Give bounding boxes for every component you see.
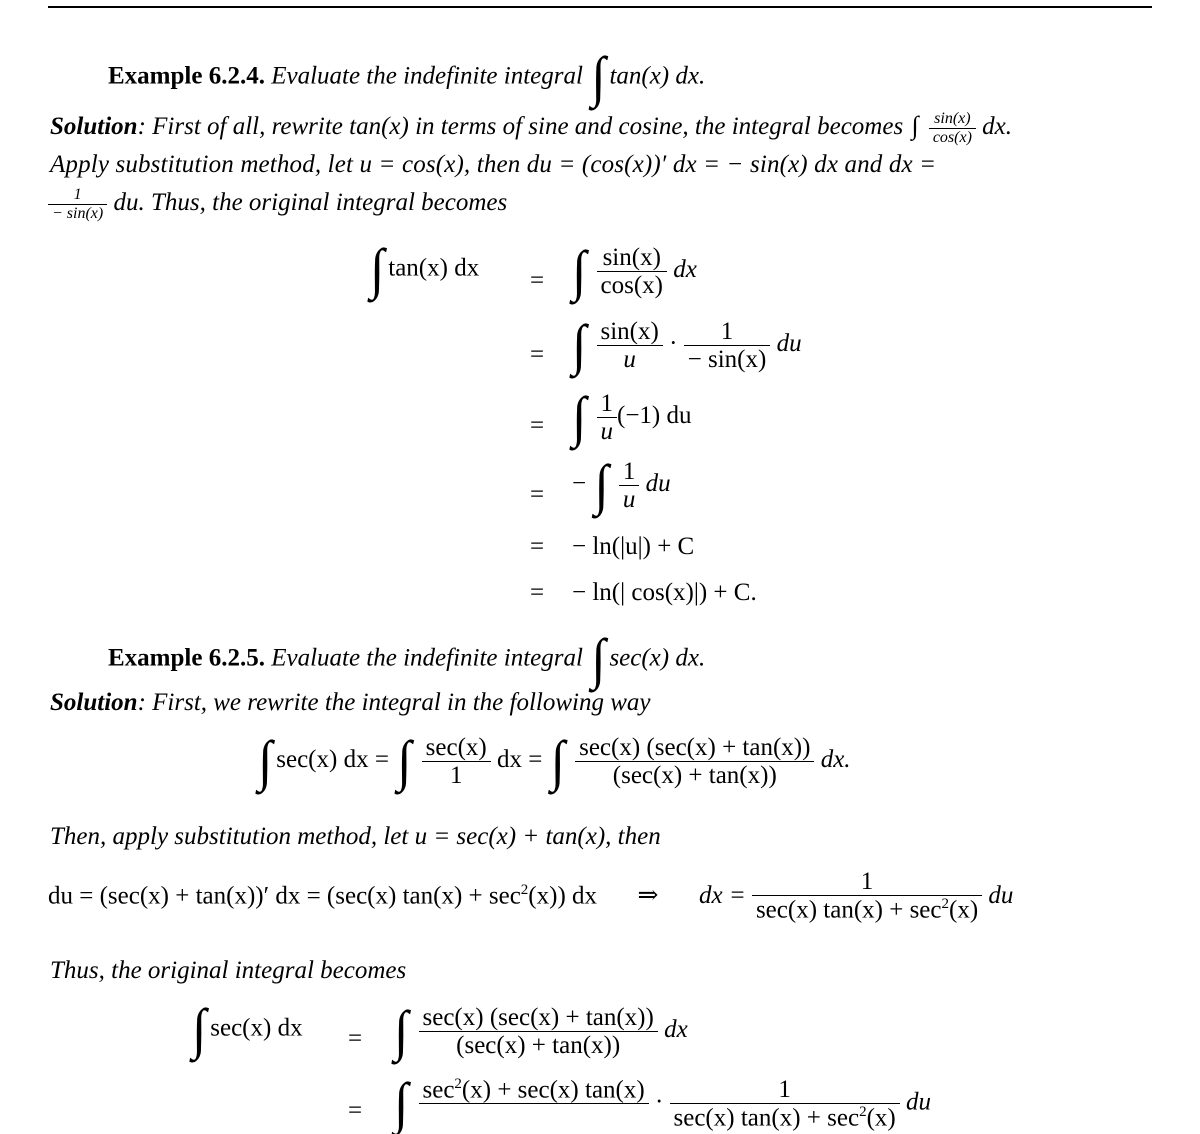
solution-line-2: [50, 824, 661, 849]
final-derivation-lhs: [190, 998, 303, 1061]
integral-sign: ∫: [572, 314, 587, 376]
solution-label: Solution: [50, 113, 138, 141]
derivation-eq-4: [530, 482, 544, 507]
fraction-denominator: [670, 1104, 900, 1131]
fraction-numerator: sin(x): [597, 244, 667, 272]
differential: du: [988, 882, 1014, 910]
equals-sign: =: [530, 533, 545, 560]
top-rule: [48, 6, 1152, 8]
fraction-denominator: [419, 1104, 649, 1131]
lhs-expression: sec(x) dx =: [276, 746, 389, 774]
differential: dx: [664, 1016, 688, 1044]
denominator-part: sec(x) tan(x) + sec: [755, 896, 942, 924]
fraction-numerator: sin(x): [597, 318, 663, 346]
expression-tail: (−1) du: [617, 402, 692, 430]
fraction-numerator: 1: [684, 318, 771, 346]
integral-sign: ∫: [591, 628, 606, 691]
solution-text: du. Thus, the original integral becomes: [113, 189, 508, 217]
fraction: [752, 868, 982, 923]
lhs-expression: sec(x) dx: [210, 1014, 303, 1042]
denominator-part: sec(x) tan(x) + sec: [673, 1104, 860, 1132]
fraction-numerator: [419, 1076, 649, 1104]
inline-fraction: [48, 186, 107, 223]
derivation-rhs-3: [570, 386, 692, 448]
lhs-expression: tan(x) dx: [388, 254, 480, 282]
final-derivation-eq-2: [348, 1098, 362, 1123]
integral-sign: ∫: [258, 730, 273, 792]
fraction-denominator: [752, 896, 982, 923]
example-integrand: tan(x) dx.: [609, 62, 706, 90]
derivation-eq-1: [530, 268, 544, 293]
example-prompt: Evaluate the indefinite integral: [271, 644, 583, 672]
derivation-rhs-5: [572, 534, 694, 559]
fraction: [422, 734, 491, 789]
equals-sign: =: [530, 579, 545, 606]
du-equation: [48, 868, 1013, 923]
fraction: [619, 458, 640, 513]
expression: − ln(| cos(x)|) + C.: [572, 579, 757, 606]
dx-label: dx =: [698, 882, 746, 910]
fraction-denominator: − sin(x): [687, 346, 767, 373]
du-expression: du = (sec(x) + tan(x))′ dx = (sec(x) tan(x) + sec: [48, 882, 521, 910]
fraction-denominator: u: [600, 418, 613, 445]
solution-line-2: [50, 152, 936, 177]
equals-sign: =: [530, 341, 545, 368]
integral-sign: ∫: [394, 1072, 409, 1134]
derivation-eq-2: [530, 342, 544, 367]
example-label: Example 6.2.5.: [108, 644, 265, 672]
fraction-numerator: sec(x): [422, 734, 491, 762]
fraction-numerator: sec(x) (sec(x) + tan(x)): [419, 1004, 658, 1032]
fraction-denominator: u: [622, 486, 636, 513]
fraction-denominator: (sec(x) + tan(x)): [456, 1032, 621, 1059]
final-derivation-rhs-1: [392, 1000, 688, 1062]
superscript: 2: [941, 896, 949, 912]
example-integrand: sec(x) dx.: [609, 644, 706, 672]
fraction-denominator: − sin(x): [52, 205, 104, 222]
integral-sign: ∫: [394, 1000, 409, 1062]
inline-fraction: [929, 110, 976, 147]
derivation-rhs-6: [572, 580, 757, 605]
fraction-numerator: 1: [597, 390, 618, 418]
final-derivation-rhs-2: [392, 1072, 931, 1134]
example-prompt: Evaluate the indefinite integral: [271, 62, 583, 90]
fraction: [597, 244, 667, 299]
fraction-denominator: cos(x): [932, 129, 972, 146]
superscript: 2: [859, 1104, 867, 1120]
fraction-numerator: sec(x) (sec(x) + tan(x)): [575, 734, 814, 762]
numerator-part: sec: [422, 1076, 455, 1104]
equals-sign: =: [348, 1025, 363, 1052]
integral-sign: ∫: [572, 386, 587, 448]
integral-sign: ∫: [591, 46, 606, 109]
dot-operator: ·: [654, 1088, 664, 1116]
derivation-eq-5: [530, 534, 544, 559]
fraction: [670, 1076, 900, 1131]
fraction-numerator: 1: [619, 458, 640, 486]
implies-arrow: ⇒: [637, 882, 659, 910]
integral-sign: ∫: [594, 454, 609, 516]
fraction: [597, 318, 663, 373]
rewrite-equation: [256, 730, 851, 792]
integral-sign: ∫: [397, 730, 412, 792]
differential: du: [776, 330, 802, 358]
fraction: [684, 318, 771, 373]
solution-text: : First, we rewrite the integral in the following way: [137, 689, 651, 716]
numerator-part: (x) + sec(x) tan(x): [461, 1076, 645, 1104]
integral-sign: ∫: [550, 730, 565, 792]
integral-sign: ∫: [192, 998, 207, 1061]
solution-line-3: [50, 958, 406, 983]
fraction-denominator: cos(x): [600, 272, 663, 299]
expression: − ln(|u|) + C: [572, 533, 695, 560]
derivation-rhs-1: [570, 240, 697, 302]
denominator-part: (x): [949, 896, 979, 924]
derivation-eq-6: [530, 580, 544, 605]
expression-mid: dx =: [497, 746, 543, 774]
superscript: 2: [454, 1076, 462, 1092]
differential: du: [905, 1088, 931, 1116]
du-expression-tail: (x)) dx: [528, 882, 598, 910]
denominator-part: (x): [866, 1104, 896, 1132]
solution-text: Thus, the original integral becomes: [50, 957, 407, 984]
dot-operator: ·: [669, 330, 678, 358]
derivation-rhs-2: [570, 314, 802, 376]
differential: du: [645, 470, 671, 498]
differential: dx.: [820, 746, 851, 774]
solution-text-end: dx.: [982, 113, 1013, 141]
equals-sign: =: [530, 412, 545, 439]
derivation-lhs: [368, 238, 480, 301]
fraction: [419, 1004, 658, 1059]
solution-text: Then, apply substitution method, let u = sec(x) + tan(x), then: [50, 823, 661, 850]
solution-line-3: [48, 186, 507, 223]
equals-sign: =: [530, 481, 545, 508]
fraction-denominator: 1: [449, 762, 463, 789]
example-label: Example 6.2.4.: [108, 62, 265, 90]
solution-label: Solution: [50, 689, 138, 716]
fraction-numerator: 1: [48, 186, 107, 205]
equals-sign: =: [348, 1097, 363, 1124]
superscript: 2: [520, 882, 529, 898]
differential: dx: [673, 256, 697, 284]
fraction: [575, 734, 814, 789]
fraction-denominator: (sec(x) + tan(x)): [612, 762, 777, 789]
example-6-2-4-heading: [108, 46, 706, 109]
example-6-2-5-heading: [108, 628, 706, 691]
derivation-eq-3: [530, 413, 544, 438]
solution-line-1: [50, 110, 1012, 147]
equals-sign: =: [530, 267, 545, 294]
integral-sign: ∫: [572, 240, 587, 302]
fraction-numerator: sin(x): [929, 110, 976, 129]
final-derivation-eq-1: [348, 1026, 362, 1051]
solution-text: Apply substitution method, let u = cos(x), then du = (cos(x))′ dx = − sin(x) dx and dx =: [50, 151, 937, 178]
integral-sign: ∫: [911, 111, 919, 141]
fraction: [597, 390, 618, 445]
fraction-denominator: u: [623, 346, 636, 373]
solution-text: : First of all, rewrite tan(x) in terms of sine and cosine, the integral becomes: [137, 113, 904, 141]
fraction-numerator: 1: [752, 868, 982, 896]
fraction-numerator: 1: [670, 1076, 900, 1104]
fraction: [419, 1076, 649, 1131]
minus-sign: −: [572, 470, 587, 498]
derivation-rhs-4: [572, 454, 671, 516]
integral-sign: ∫: [370, 238, 385, 301]
solution-line-1: [50, 690, 651, 715]
